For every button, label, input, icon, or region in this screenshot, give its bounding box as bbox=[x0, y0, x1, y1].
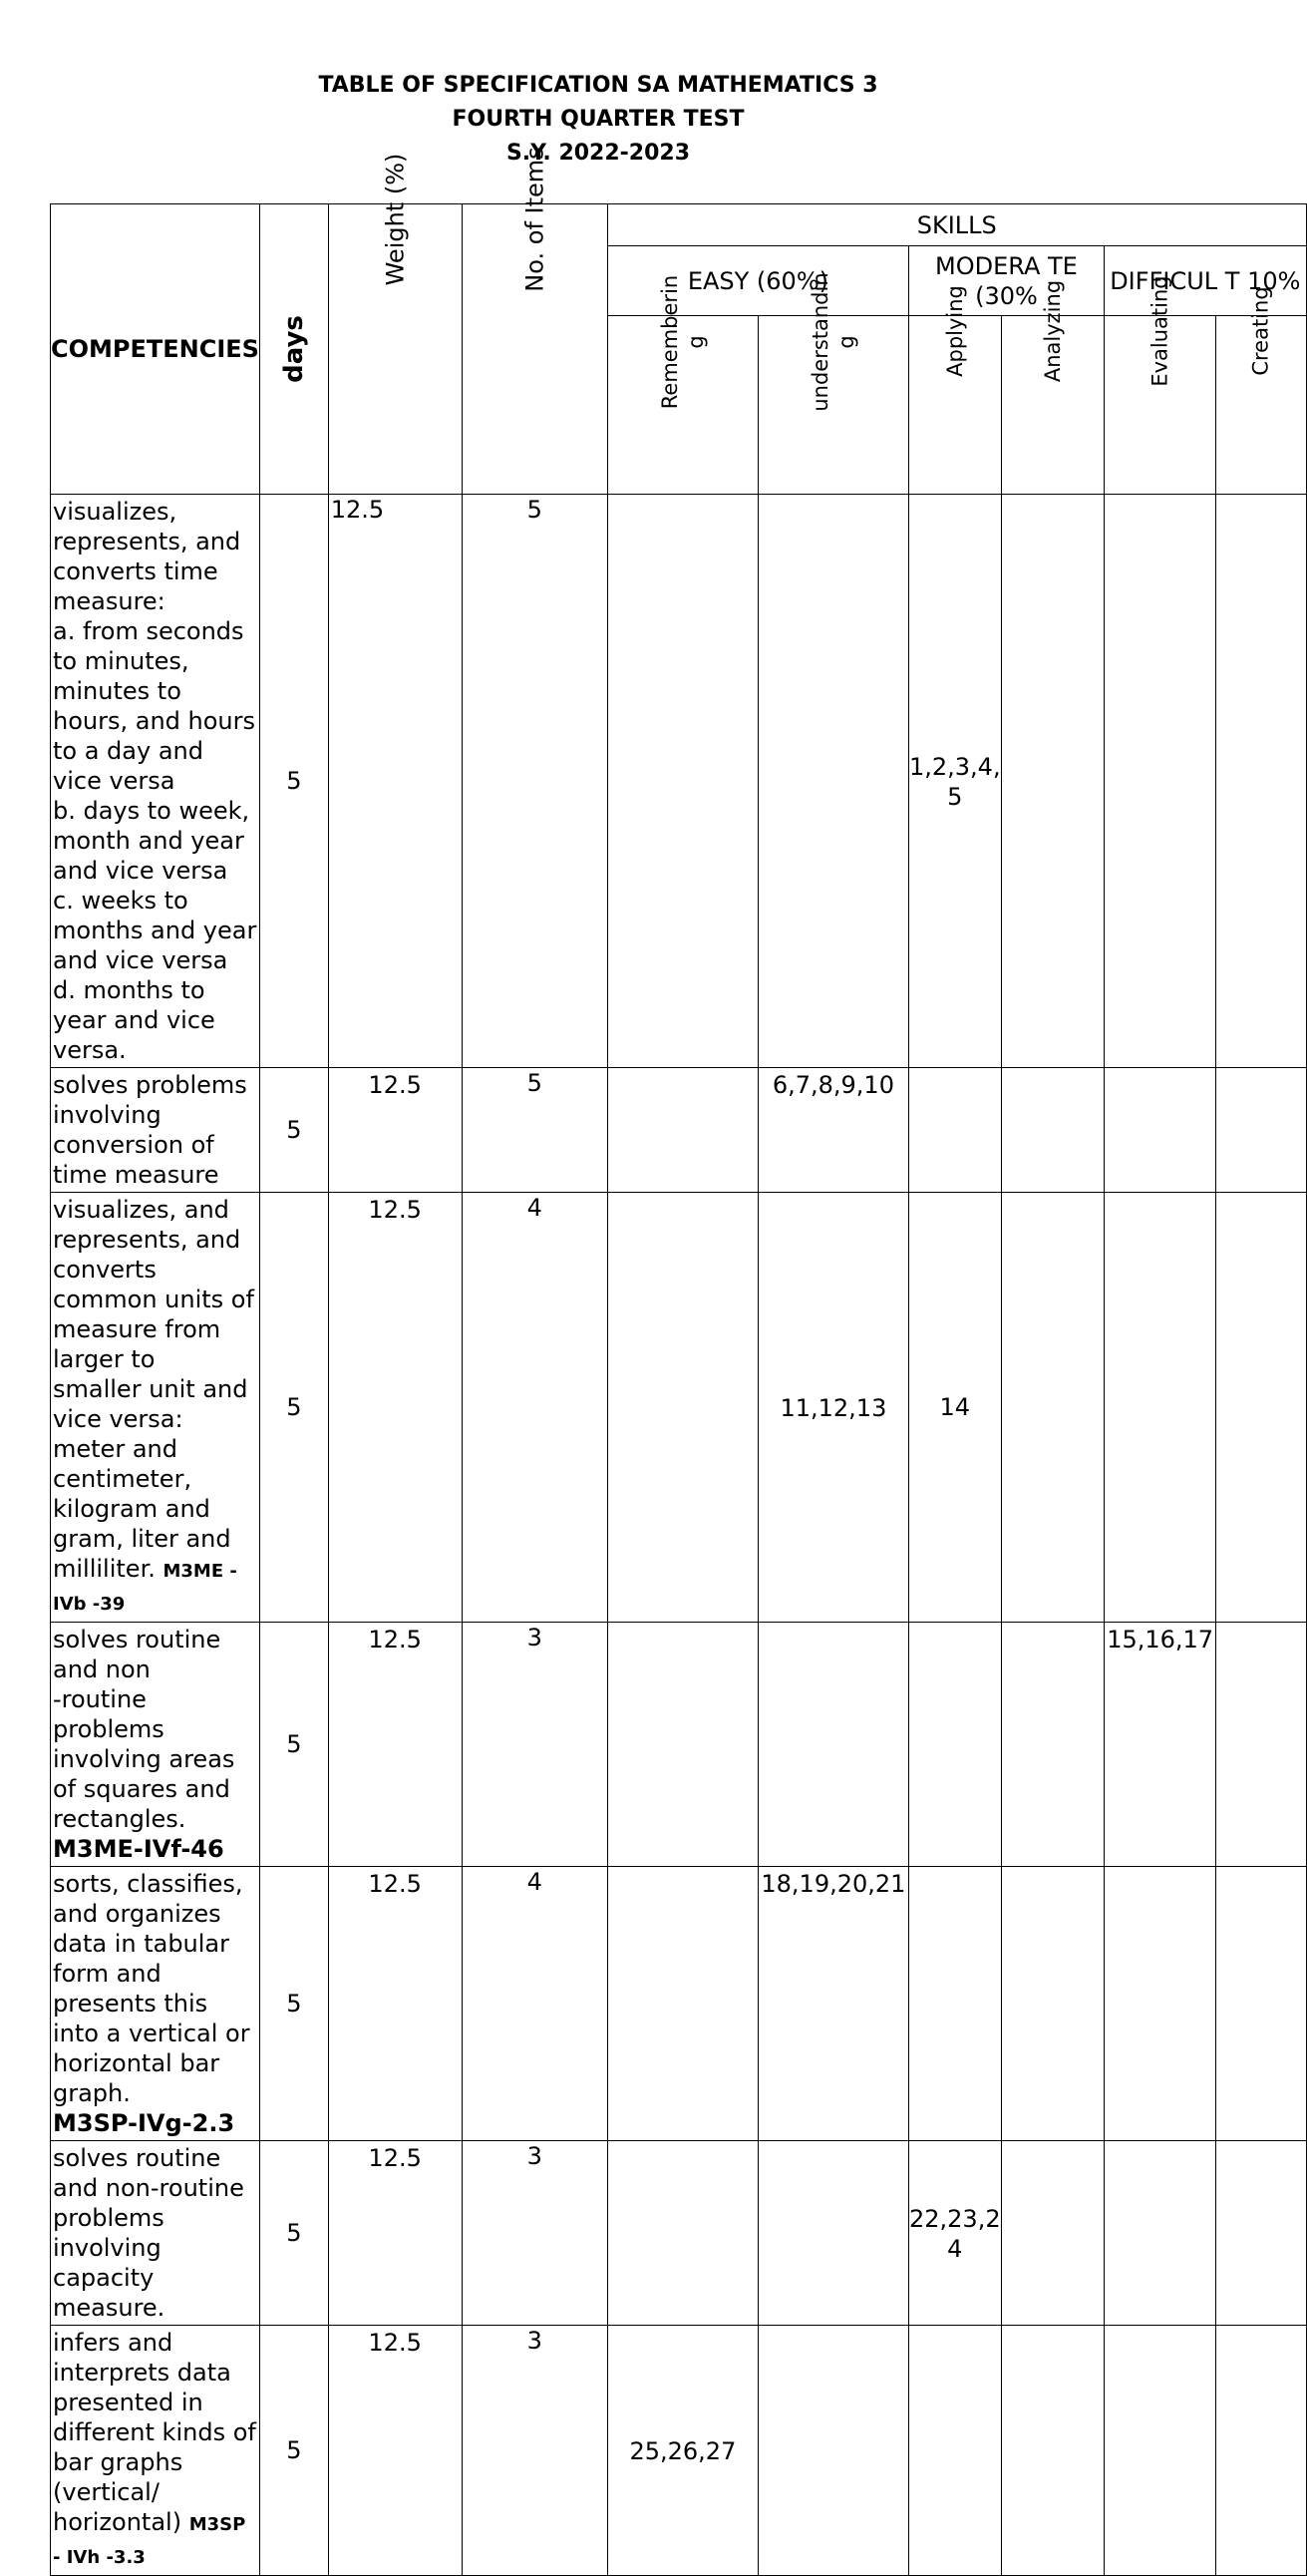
items-header: No. of Items bbox=[462, 204, 607, 495]
analyzing-cell bbox=[1001, 2141, 1104, 2326]
difficult-header: DIFFICUL T 10% bbox=[1104, 246, 1306, 316]
table-row bbox=[51, 1623, 1307, 1867]
remembering-cell bbox=[607, 1623, 758, 1867]
understanding-cell: 18,19,20,21 bbox=[758, 1867, 908, 2141]
weight-cell: 12.5 bbox=[328, 2326, 462, 2576]
items-cell: 3 bbox=[462, 1623, 607, 1867]
table-row bbox=[51, 2141, 1307, 2326]
creating-cell bbox=[1216, 495, 1306, 1068]
competency-cell: sorts, classifies, and organizes data in tabular form and presents this into a vertical or horizontal bar graph. M3SP-IVg-2.3 bbox=[51, 1867, 260, 2141]
understanding-cell: 11,12,13 bbox=[758, 1193, 908, 1623]
understanding-cell bbox=[758, 495, 908, 1068]
understanding-cell bbox=[758, 2141, 908, 2326]
weight-cell: 12.5 bbox=[328, 1867, 462, 2141]
title-line-3: S.Y. 2022-2023 bbox=[505, 141, 691, 166]
items-cell: 5 bbox=[462, 495, 607, 1068]
items-cell: 3 bbox=[462, 2141, 607, 2326]
understanding-cell: 6,7,8,9,10 bbox=[758, 1068, 908, 1193]
table-row bbox=[51, 495, 1307, 1068]
competencies-header: COMPETENCIES bbox=[51, 204, 260, 495]
applying-cell: 14 bbox=[908, 1193, 1001, 1623]
creating-cell bbox=[1216, 1623, 1306, 1867]
table-row bbox=[51, 1068, 1307, 1193]
creating-cell bbox=[1216, 1867, 1306, 2141]
creating-cell bbox=[1216, 1068, 1306, 1193]
applying-header: Applying bbox=[908, 316, 1001, 495]
analyzing-cell bbox=[1001, 1193, 1104, 1623]
weight-cell: 12.5 bbox=[328, 1068, 462, 1193]
weight-header: Weight (%) bbox=[328, 204, 462, 495]
creating-cell bbox=[1216, 1193, 1306, 1623]
remembering-cell bbox=[607, 1068, 758, 1193]
analyzing-cell bbox=[1001, 495, 1104, 1068]
remembering-cell bbox=[607, 1867, 758, 2141]
remembering-header: Rememberin g bbox=[607, 316, 758, 495]
competency-cell: solves routine and non -routine problems involving areas of squares and rectangles. M3ME-IVf-46 bbox=[51, 1623, 260, 1867]
evaluating-cell bbox=[1104, 1867, 1215, 2141]
competency-cell: solves problems involving conversion of time measure bbox=[51, 1068, 260, 1193]
table-row bbox=[51, 1193, 1307, 1623]
days-cell: 5 bbox=[259, 1193, 328, 1623]
days-cell: 5 bbox=[259, 495, 328, 1068]
evaluating-cell bbox=[1104, 2326, 1215, 2576]
applying-cell bbox=[908, 1068, 1001, 1193]
evaluating-cell bbox=[1104, 495, 1215, 1068]
items-cell: 4 bbox=[462, 1193, 607, 1623]
competency-code: M3ME - IVb -39 bbox=[53, 1561, 237, 1615]
days-cell: 5 bbox=[259, 2326, 328, 2576]
easy-header: EASY (60%) bbox=[607, 246, 908, 316]
competency-cell: infers and interprets data presented in different kinds of bar graphs (vertical/ horizontal) M3SP - IVh -3.3 bbox=[51, 2326, 260, 2576]
evaluating-header: Evaluating bbox=[1104, 316, 1215, 495]
analyzing-cell bbox=[1001, 1867, 1104, 2141]
days-cell: 5 bbox=[259, 1867, 328, 2141]
competency-code: M3SP-IVg-2.3 bbox=[53, 2109, 235, 2137]
analyzing-header: Analyzing bbox=[1001, 316, 1104, 495]
days-cell: 5 bbox=[259, 2141, 328, 2326]
creating-cell bbox=[1216, 2141, 1306, 2326]
competency-cell: visualizes, and represents, and converts common units of measure from larger to smaller unit and vice versa: meter and centimeter, kilogram and gram, liter and milliliter. M3ME - IVb -39 bbox=[51, 1193, 260, 1623]
remembering-cell bbox=[607, 495, 758, 1068]
understanding-cell bbox=[758, 2326, 908, 2576]
title-line-1: TABLE OF SPECIFICATION SA MATHEMATICS 3 bbox=[318, 73, 878, 98]
applying-cell bbox=[908, 1867, 1001, 2141]
weight-cell: 12.5 bbox=[328, 1623, 462, 1867]
days-header: days bbox=[259, 204, 328, 495]
evaluating-cell bbox=[1104, 1193, 1215, 1623]
remembering-cell bbox=[607, 1193, 758, 1623]
evaluating-cell: 15,16,17 bbox=[1104, 1623, 1215, 1867]
competency-cell: visualizes, represents, and converts time measure: a. from seconds to minutes, minutes to hours, and hours to a day and vice versa b. days to week, month and year and vice versa c. weeks to months and year and vice versa d. months to year and vice versa. bbox=[51, 495, 260, 1068]
creating-header: Creating bbox=[1216, 316, 1306, 495]
items-cell: 4 bbox=[462, 1867, 607, 2141]
competency-code: M3ME-IVf-46 bbox=[53, 1835, 224, 1863]
days-cell: 5 bbox=[259, 1623, 328, 1867]
understanding-header: understandin g bbox=[758, 316, 908, 495]
table-row bbox=[51, 1867, 1307, 2141]
days-cell: 5 bbox=[259, 1068, 328, 1193]
understanding-cell bbox=[758, 1623, 908, 1867]
title-line-2: FOURTH QUARTER TEST bbox=[452, 107, 745, 132]
remembering-cell: 25,26,27 bbox=[607, 2326, 758, 2576]
applying-cell bbox=[908, 1623, 1001, 1867]
analyzing-cell bbox=[1001, 1623, 1104, 1867]
skills-header: SKILLS bbox=[607, 204, 1306, 246]
evaluating-cell bbox=[1104, 1068, 1215, 1193]
weight-cell: 12.5 bbox=[328, 2141, 462, 2326]
weight-cell: 12.5 bbox=[328, 1193, 462, 1623]
applying-cell: 1,2,3,4,5 bbox=[908, 495, 1001, 1068]
analyzing-cell bbox=[1001, 2326, 1104, 2576]
creating-cell bbox=[1216, 2326, 1306, 2576]
items-cell: 3 bbox=[462, 2326, 607, 2576]
competency-code: M3SP - IVh -3.3 bbox=[53, 2514, 246, 2568]
moderate-header: MODERA TE (30% bbox=[908, 246, 1104, 316]
weight-cell: 12.5 bbox=[328, 495, 462, 1068]
analyzing-cell bbox=[1001, 1068, 1104, 1193]
competency-cell: solves routine and non-routine problems involving capacity measure. bbox=[51, 2141, 260, 2326]
items-cell: 5 bbox=[462, 1068, 607, 1193]
applying-cell: 22,23,24 bbox=[908, 2141, 1001, 2326]
evaluating-cell bbox=[1104, 2141, 1215, 2326]
applying-cell bbox=[908, 2326, 1001, 2576]
table-row bbox=[51, 2326, 1307, 2576]
remembering-cell bbox=[607, 2141, 758, 2326]
